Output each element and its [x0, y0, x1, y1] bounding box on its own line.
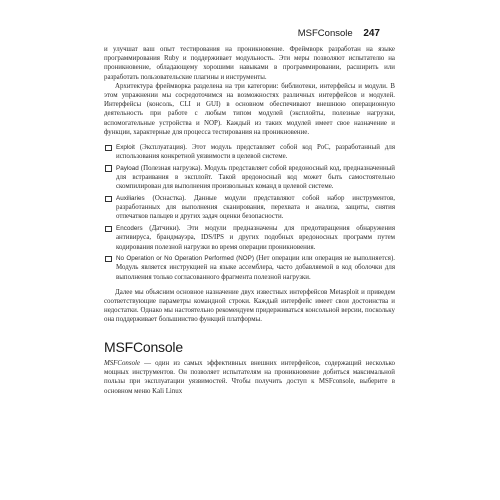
list-item	[104, 164, 395, 192]
paragraph: Далее мы объясним основное назначение двух известных интерфейсов Metasploit и приведем соответствующие параметры командной строки. Каждый интерфейс имеет свои достоинства и недостатки. Однако мы настоятельно рекомендуем придерживаться консольной версии, поскольку она поддерживает большинство функций платформы.	[104, 288, 395, 324]
module-term: No Operation or No Operation Performed (NOP)	[116, 255, 254, 263]
running-head-title: MSFConsole	[297, 28, 353, 39]
module-description: (Датчики). Эти модули предназначены для предотвращения обнаружения антивируса, брандмауэра, IDS/IPS и других подобных вредоносных программ путем кодирования полезной нагрузки во время операции проникновения.	[116, 225, 395, 251]
page-body	[104, 45, 395, 396]
paragraph: и улучшат ваш опыт тестирования на проникновение. Фреймворк разработан на языке программирования Ruby и поддерживает модульность. Эти меры позволяют испытателю на проникновение, обладающему хорошими навыками в программировании, расширить или разработать пользовательские плагины и инструменты.	[104, 46, 395, 81]
running-head	[298, 28, 380, 39]
italic-term: MSFConsole	[104, 359, 140, 367]
checkbox-bullet-icon	[105, 226, 112, 233]
page-number: 247	[363, 28, 380, 39]
list-item	[104, 254, 395, 282]
module-description: (Оснастка). Данные модули представляют собой набор инструментов, разработанных для выполнения сканирования, перехвата и анализа, защиты, снятия отпечатков пальцев и других задач оценки безопасности.	[116, 195, 395, 221]
checkbox-bullet-icon	[105, 145, 112, 152]
module-term: Auxiliaries	[116, 195, 145, 203]
module-description: (Эксплуатация). Этот модуль представляет собой код PoC, разработанный для использования конкретной уязвимости в целевой системе.	[116, 144, 395, 161]
paragraph-text: — один из самых эффективных внешних интерфейсов, содержащий несколько мощных инструментов. Он позволяет испытателям на проникновение добиться максимальной пользы при эксплуатации уязвимостей. Чтобы получить доступ к MSFconsole, выберите в основном меню Kali Linux	[104, 359, 395, 395]
paragraph: Архитектура фреймворка разделена на три категории: библиотеки, интерфейсы и модули. В этом упражнении мы сосредоточимся на возможностях различных интерфейсов и модулей. Интерфейсы (консоль, CLI и GUI) в основном обеспечивают внешнюю операционную деятельность при работе с любым типом модулей (эксплойты, полезные нагрузки, вспомогательные устройства и NOP). Каждый из таких модулей имеет свое назначение и функции, характерные для процесса тестирования на проникновение.	[104, 82, 395, 136]
checkbox-bullet-icon	[105, 196, 112, 203]
checkbox-bullet-icon	[105, 165, 112, 172]
module-term: Payload	[116, 164, 139, 172]
module-list	[104, 143, 395, 282]
checkbox-bullet-icon	[105, 256, 112, 263]
module-description: (Полезная нагрузка). Модуль представляет собой вредоносный код, предназначенный для встраивания в эксплойт. Такой вредоносный код может быть самостоятельно скомпилирован для выполнения произвольных команд в целевой системе.	[116, 164, 395, 191]
module-term: Exploit	[116, 144, 135, 152]
paragraph	[104, 359, 395, 396]
list-item	[104, 224, 395, 252]
section-heading: MSFConsole	[104, 338, 183, 355]
module-term: Encoders	[116, 225, 143, 233]
list-item	[104, 194, 395, 222]
module-description: (Нет операции или операция не выполняется). Модуль является инструкцией на языке ассемблера, часто добавляемой в код оболочки для выполнения только согласованного фрагмента полезной нагрузки.	[116, 255, 395, 281]
list-item	[104, 143, 395, 161]
